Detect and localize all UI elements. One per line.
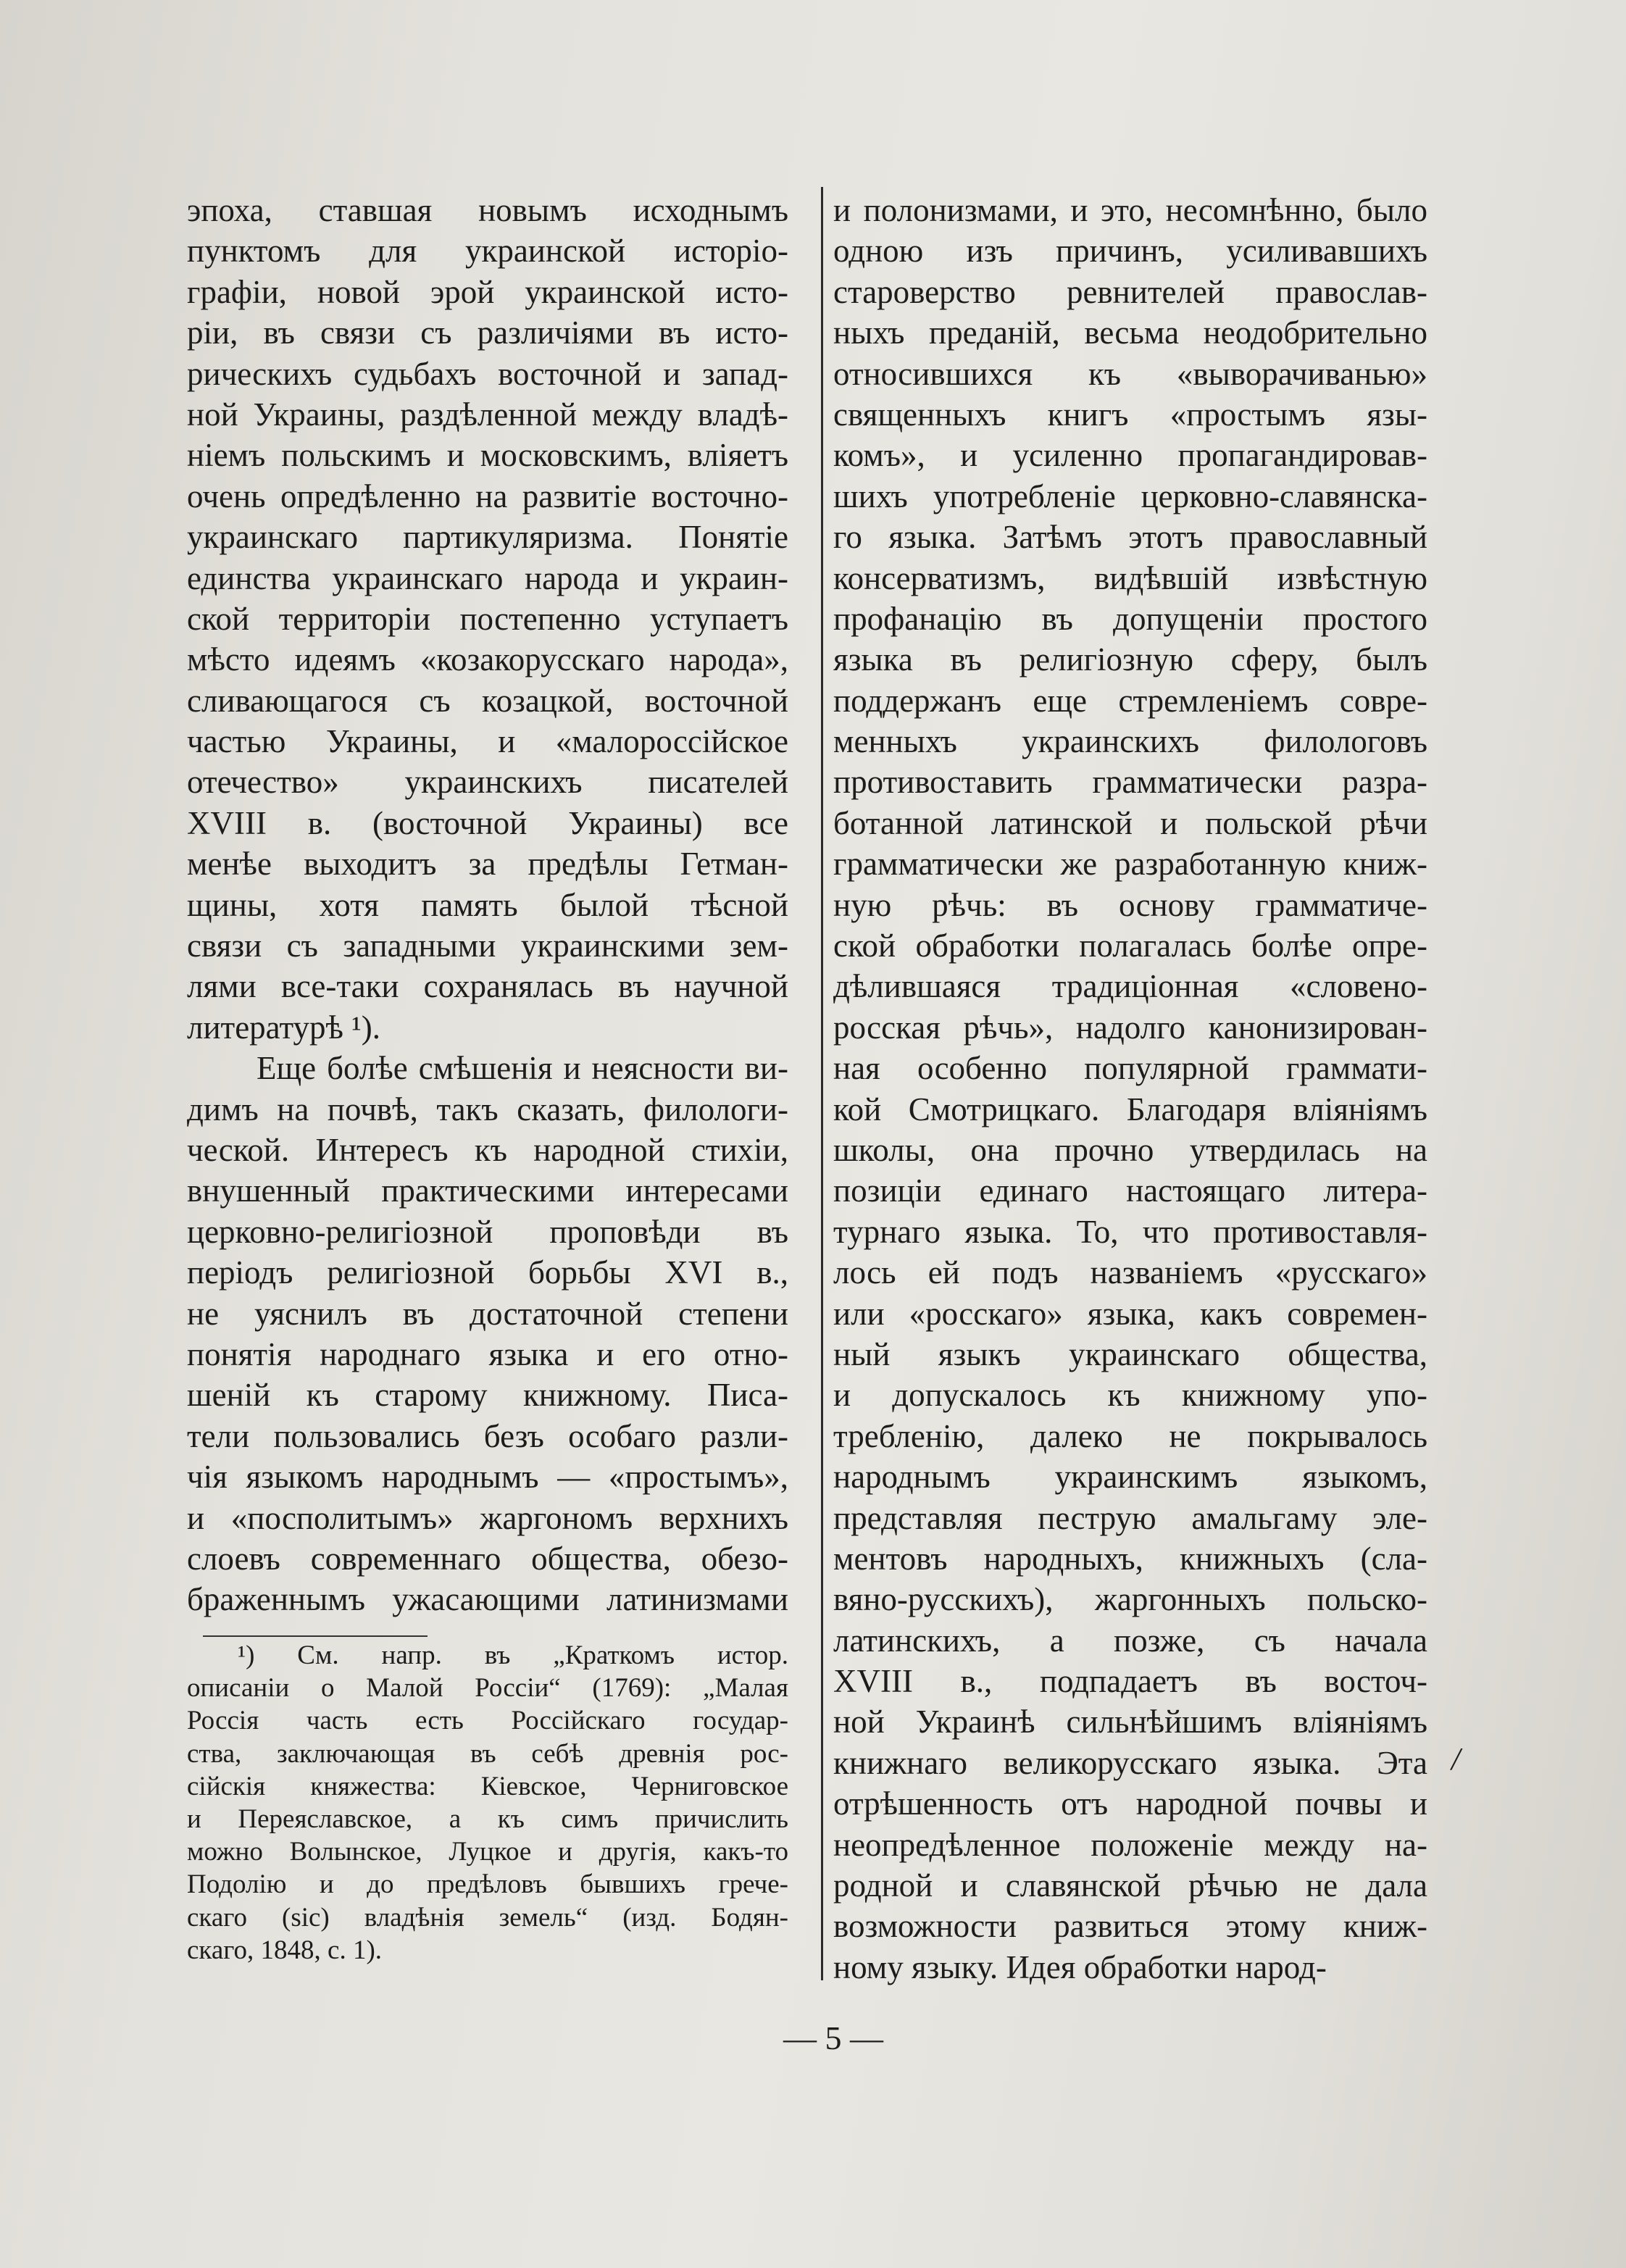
text-line: не уяснилъ въ достаточной степени <box>187 1295 788 1332</box>
text-line: книжнаго великорусскаго языка. Эта <box>833 1744 1427 1781</box>
text-line: го языка. Затѣмъ этотъ православный <box>833 519 1427 556</box>
left-text-column <box>187 190 788 1620</box>
text-line: Россія часть есть Россійскаго государ- <box>187 1706 788 1736</box>
text-line: пунктомъ для украинской исторіо- <box>187 233 788 270</box>
text-line: поддержанъ еще стремленіемъ совре- <box>833 682 1427 719</box>
text-line: представляя пеструю амальгаму эле- <box>833 1499 1427 1536</box>
text-line: староверство ревнителей православ- <box>833 273 1427 310</box>
text-line: ской территоріи постепенно уступаетъ <box>187 600 788 637</box>
footnote-rule <box>203 1635 428 1637</box>
column-divider <box>821 187 823 1980</box>
text-line: ніемъ польскимъ и московскимъ, вліяетъ <box>187 437 788 474</box>
text-line: рическихъ судьбахъ восточной и запад- <box>187 355 788 392</box>
text-line: ментовъ народныхъ, книжныхъ (сла- <box>833 1540 1427 1577</box>
text-line: ¹) См. напр. въ „Краткомъ истор. <box>238 1640 788 1670</box>
text-line: требленію, далеко не покрывалось <box>833 1417 1427 1454</box>
text-line: ческой. Интересъ къ народной стихіи, <box>187 1131 788 1168</box>
text-line: дѣлившаяся традиціонная «словено- <box>833 968 1427 1005</box>
text-line: скаго, 1848, с. 1). <box>187 1935 383 1965</box>
text-line: и Переяславское, а къ симъ причислить <box>187 1804 788 1834</box>
text-line: лось ей подъ названіемъ «русскаго» <box>833 1254 1427 1291</box>
text-line: родной и славянской рѣчью не дала <box>833 1867 1427 1904</box>
text-line: отрѣшенность отъ народной почвы и <box>833 1785 1427 1822</box>
text-line: димъ на почвѣ, такъ сказать, филологи- <box>187 1091 788 1127</box>
text-line: ства, заключающая въ себѣ древнія рос- <box>187 1738 788 1769</box>
text-line: комъ», и усиленно пропагандировав- <box>833 437 1427 474</box>
text-line: вяно-русскихъ), жаргонныхъ польско- <box>833 1581 1427 1618</box>
text-line: періодъ религіозной борьбы XVI в., <box>187 1254 788 1291</box>
text-line: литературѣ ¹). <box>187 1009 380 1046</box>
page-number: — 5 — <box>783 2019 883 2056</box>
text-line: менѣе выходитъ за предѣлы Гетман- <box>187 846 788 883</box>
text-line: и полонизмами, и это, несомнѣнно, было <box>833 192 1427 228</box>
text-line: чія языкомъ народнымъ — «простымъ», <box>187 1459 788 1496</box>
text-line: украинскаго партикуляризма. Понятіе <box>187 519 788 556</box>
text-line: грамматически же разработанную книж- <box>833 846 1427 883</box>
text-line: браженнымъ ужасающими латинизмами <box>187 1581 788 1618</box>
text-line: сійскія княжества: Кіевское, Черниговское <box>187 1771 788 1801</box>
text-line: и допускалось къ книжному упо- <box>833 1377 1427 1414</box>
text-line: шихъ употребленіе церковно-славянска- <box>833 478 1427 514</box>
text-line: школы, она прочно утвердилась на <box>833 1131 1427 1168</box>
text-line: понятія народнаго языка и его отно- <box>187 1335 788 1372</box>
text-line: одною изъ причинъ, усиливавшихъ <box>833 233 1427 270</box>
text-line: кой Смотрицкаго. Благодаря вліяніямъ <box>833 1091 1427 1127</box>
text-line: и «посполитымъ» жаргономъ верхнихъ <box>187 1499 788 1536</box>
text-line: очень опредѣленно на развитіе восточно- <box>187 478 788 514</box>
text-line: отечество» украинскихъ писателей <box>187 764 788 801</box>
text-line: или «росскаго» языка, какъ современ- <box>833 1295 1427 1332</box>
text-line: XVIII в., подпадаетъ въ восточ- <box>833 1663 1427 1700</box>
text-line: церковно-религіозной проповѣди въ <box>187 1213 788 1250</box>
right-text-column <box>833 190 1427 1988</box>
text-line: ный языкъ украинскаго общества, <box>833 1335 1427 1372</box>
text-line: шеній къ старому книжному. Писа- <box>187 1377 788 1414</box>
text-line: ную рѣчь: въ основу грамматиче- <box>833 886 1427 923</box>
text-line: ской обработки полагалась болѣе опре- <box>833 927 1427 964</box>
text-line: росская рѣчь», надолго канонизирован- <box>833 1009 1427 1046</box>
text-line: позиціи единаго настоящаго литера- <box>833 1172 1427 1209</box>
text-line: щины, хотя память былой тѣсной <box>187 886 788 923</box>
text-line: священныхъ книгъ «простымъ язы- <box>833 396 1427 433</box>
text-line: Еще болѣе смѣшенія и неясности ви- <box>257 1050 788 1087</box>
text-line: графіи, новой эрой украинской исто- <box>187 273 788 310</box>
text-line: лями все-таки сохранялась въ научной <box>187 968 788 1005</box>
text-line: ному языку. Идея обработки народ- <box>833 1948 1327 1985</box>
text-line: языка въ религіозную сферу, былъ <box>833 641 1427 678</box>
text-line: неопредѣленное положеніе между на- <box>833 1826 1427 1863</box>
text-line: народнымъ украинскимъ языкомъ, <box>833 1459 1427 1496</box>
text-line: ботанной латинской и польской рѣчи <box>833 804 1427 841</box>
text-line: скаго (sic) владѣнія земель“ (изд. Бодян- <box>187 1902 788 1933</box>
text-line: ной Украины, раздѣленной между владѣ- <box>187 396 788 433</box>
footnote <box>187 1639 788 1967</box>
text-line: эпоха, ставшая новымъ исходнымъ <box>187 192 788 228</box>
text-line: противоставить грамматически разра- <box>833 764 1427 801</box>
text-line: сливающагося съ козацкой, восточной <box>187 682 788 719</box>
text-line: возможности развиться этому книж- <box>833 1908 1427 1945</box>
text-line: описаніи о Малой Россіи“ (1769): „Малая <box>187 1673 788 1704</box>
text-line: турнаго языка. То, что противоставля- <box>833 1213 1427 1250</box>
margin-mark: / <box>1451 1741 1461 1777</box>
text-line: ныхъ преданій, весьма неодобрительно <box>833 314 1427 351</box>
text-line: слоевъ современнаго общества, обезо- <box>187 1540 788 1577</box>
text-line: менныхъ украинскихъ филологовъ <box>833 723 1427 760</box>
text-line: ной Украинѣ сильнѣйшимъ вліяніямъ <box>833 1704 1427 1740</box>
text-line: единства украинскаго народа и украин- <box>187 559 788 596</box>
text-line: XVIII в. (восточной Украины) все <box>187 804 788 841</box>
text-line: можно Волынское, Луцкое и другія, какъ-то <box>187 1837 788 1867</box>
text-line: профанацію въ допущеніи простого <box>833 600 1427 637</box>
text-line: латинскихъ, а позже, съ начала <box>833 1622 1427 1659</box>
text-line: частью Украины, и «малороссійское <box>187 723 788 760</box>
text-line: ная особенно популярной граммати- <box>833 1050 1427 1087</box>
text-line: ріи, въ связи съ различіями въ исто- <box>187 314 788 351</box>
text-line: внушенный практическими интересами <box>187 1172 788 1209</box>
text-line: связи съ западными украинскими зем- <box>187 927 788 964</box>
text-line: относившихся къ «выворачиванью» <box>833 355 1427 392</box>
text-line: мѣсто идеямъ «козакорусскаго народа», <box>187 641 788 678</box>
text-line: Подолію и до предѣловъ бывшихъ грече- <box>187 1869 788 1900</box>
text-line: консерватизмъ, видѣвшій извѣстную <box>833 559 1427 596</box>
text-line: тели пользовались безъ особаго разли- <box>187 1417 788 1454</box>
